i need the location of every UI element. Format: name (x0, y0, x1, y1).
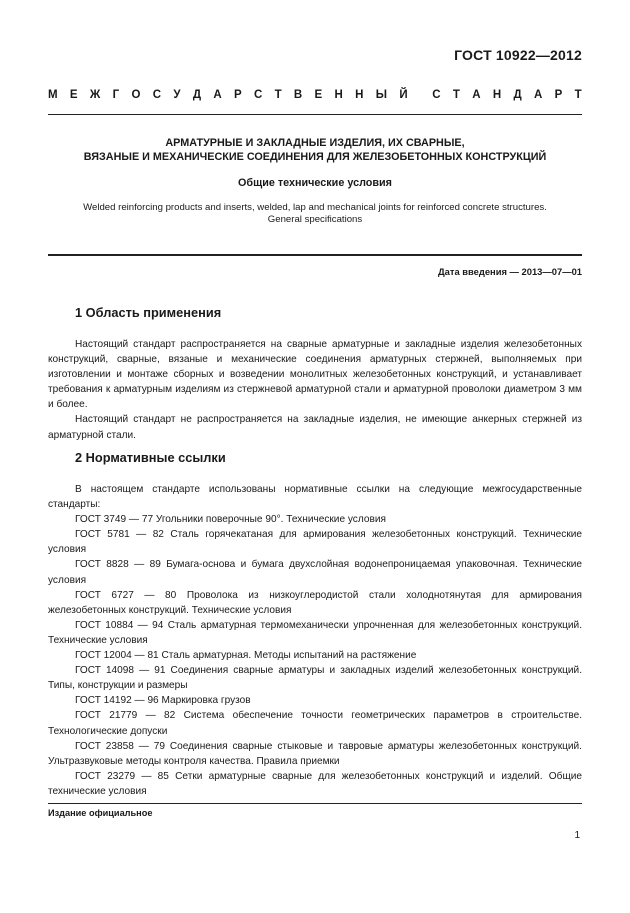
banner-letter: Н (492, 89, 502, 101)
reference-item: ГОСТ 23858 — 79 Соединения сварные стыковые и тавровые арматуры железобетонных конструкций. Ультразвуковые методы контроля качества. Правила приемки (48, 740, 582, 767)
interstate-standard-banner (48, 89, 582, 101)
edition-label: Издание официальное (48, 808, 153, 818)
banner-letter: С (253, 89, 263, 101)
document-title (48, 136, 582, 164)
banner-letter: Н (355, 89, 364, 101)
reference-item: ГОСТ 10884 — 94 Сталь арматурная термомеханически упрочненная для железобетонных конструкций. Технические условия (48, 619, 582, 646)
english-title (48, 202, 582, 226)
banner-letter: С (152, 89, 162, 101)
reference-item: ГОСТ 21779 — 82 Система обеспечение точности геометрических параметров в строительстве. Технологические допуски (48, 710, 582, 737)
banner-letter: Й (399, 89, 408, 101)
banner-letter: Е (314, 89, 323, 101)
divider-middle (48, 254, 582, 256)
reference-item: ГОСТ 8828 — 89 Бумага-основа и бумага двухслойная водонепроницаемая упаковочная. Технические условия (48, 559, 582, 586)
banner-letter: Р (554, 89, 563, 101)
banner-letter: Г (112, 89, 120, 101)
paragraph: Настоящий стандарт распространяется на сварные арматурные и закладные изделия железобетонных конструкций, сварные, вязаные и механические соединения арматурных стержней, выполняемых при изготовлении и монтаже сборных и возведении монолитных железобетонных конструкций, и устанавливает требования к арматурным изделиям из стержневой арматурной стали и арматурной проволоки диаметром 3 мм и более. (48, 339, 582, 411)
reference-item: ГОСТ 3749 — 77 Угольники поверочные 90°. Технические условия (75, 514, 386, 526)
reference-item: ГОСТ 5781 — 82 Сталь горячекатаная для армирования железобетонных конструкций. Технические условия (48, 529, 582, 556)
banner-letter: Т (452, 89, 460, 101)
section-scope (48, 305, 582, 443)
page-number: 1 (574, 830, 580, 841)
reference-item: ГОСТ 23279 — 85 Сетки арматурные сварные для железобетонных конструкций и изделий. Общие технические условия (48, 770, 582, 797)
document-subtitle: Общие технические условия (238, 177, 392, 189)
divider-top (48, 114, 582, 115)
introduction-date: Дата введения — 2013—07—01 (437, 266, 582, 277)
banner-letter: Ы (375, 89, 388, 101)
title-line-1: АРМАТУРНЫЕ И ЗАКЛАДНЫЕ ИЗДЕЛИЯ, ИХ СВАРНЫЕ, (165, 137, 465, 149)
banner-letter: М (48, 89, 58, 101)
banner-letter: А (213, 89, 222, 101)
english-title-line-2: General specifications (267, 214, 363, 225)
section-normative-references (48, 450, 582, 799)
banner-letter: Р (233, 89, 242, 101)
reference-item: ГОСТ 12004 — 81 Сталь арматурная. Методы испытаний на растяжение (75, 650, 417, 662)
banner-letter: Д (192, 89, 202, 101)
reference-item: ГОСТ 14098 — 91 Соединения сварные арматуры и закладных изделий железобетонных конструкций. Типы, конструкции и размеры (48, 665, 582, 692)
section-heading: 2 Нормативные ссылки (75, 450, 226, 465)
title-line-2: ВЯЗАНЫЕ И МЕХАНИЧЕСКИЕ СОЕДИНЕНИЯ ДЛЯ ЖЕЛЕЗОБЕТОННЫХ КОНСТРУКЦИЙ (83, 151, 547, 163)
banner-letter: В (293, 89, 303, 101)
banner-letter: Е (69, 89, 78, 101)
banner-letter: Н (334, 89, 343, 101)
reference-item: ГОСТ 14192 — 96 Маркировка грузов (75, 695, 251, 707)
document-code: ГОСТ 10922—2012 (454, 47, 582, 63)
banner-letter: Ж (89, 89, 101, 101)
banner-letter: С (432, 89, 441, 101)
english-title-line-1: Welded reinforcing products and inserts, welded, lap and mechanical joints for reinforced concrete structures. (83, 202, 547, 213)
divider-bottom (48, 803, 582, 804)
banner-letter: О (131, 89, 141, 101)
banner-letter: А (533, 89, 543, 101)
paragraph: Настоящий стандарт не распространяется на закладные изделия, не имеющие анкерных стержней из арматурной стали. (48, 414, 582, 441)
banner-letter: Т (274, 89, 282, 101)
reference-item: ГОСТ 6727 — 80 Проволока из низкоуглеродистой стали холоднотянутая для армирования железобетонных конструкций. Технические условия (48, 589, 582, 616)
banner-letter: У (173, 89, 181, 101)
paragraph: В настоящем стандарте использованы нормативные ссылки на следующие межгосударственные стандарты: (48, 484, 582, 511)
banner-letter: Д (513, 89, 522, 101)
section-heading: 1 Область применения (75, 305, 222, 320)
banner-letter: Т (574, 89, 582, 101)
banner-letter: А (472, 89, 481, 101)
reference-list (48, 512, 582, 799)
